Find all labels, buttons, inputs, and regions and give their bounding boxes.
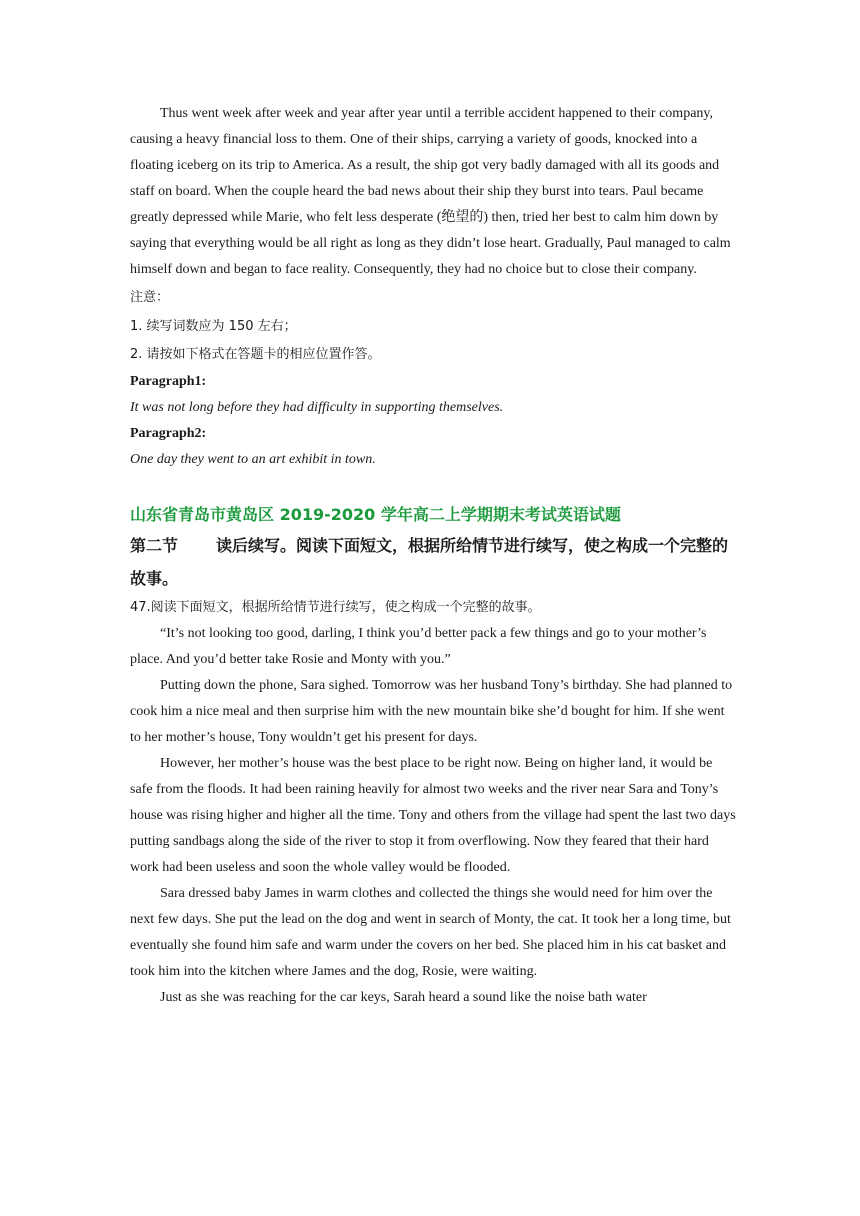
paragraph1-prompt: It was not long before they had difficulty in supporting themselves. bbox=[130, 400, 504, 415]
note-item-1: 1. 续写词数应为 150 左右； bbox=[130, 319, 297, 334]
notes-heading: 注意： bbox=[130, 290, 170, 305]
paragraph2-label: Paragraph2: bbox=[130, 426, 207, 441]
section-title bbox=[130, 529, 736, 595]
passage1-paragraph: Thus went week after week and year after year until a terrible accident happened to their company, causing a heavy financial loss to them. One of their ships, carrying a variety of goods, knocked into a floating iceberg on its trip to America. As a result, the ship got very badly damaged with all its goods and staff on board. When the couple heard the bad news about their ship they burst into tears. Paul became greatly depressed while Marie, who felt less desperate (绝望的) then, tried her best to calm him down by saying that everything would be all right as long as they didn’t lose heart. Gradually, Paul managed to calm himself down and began to face reality. Consequently, they had no choice but to close their company. bbox=[130, 106, 731, 277]
story-paragraph: Sara dressed baby James in warm clothes and collected the things she would need for him over the next few days. She put the lead on the dog and went in search of Monty, the cat. It took her a long time, but eventually she found him safe and warm under the covers on her bed. She placed him in his cat basket and took him into the kitchen where James and the dog, Rosie, were waiting. bbox=[130, 886, 731, 979]
section-number: 第二节 bbox=[130, 536, 179, 555]
note-item-2: 2. 请按如下格式在答题卡的相应位置作答。 bbox=[130, 347, 381, 362]
section-instructions: 读后续写。阅读下面短文，根据所给情节进行续写，使之构成一个完整的故事。 bbox=[130, 536, 729, 588]
exam-source-title: 山东省青岛市黄岛区 2019-2020 学年高二上学期期末考试英语试题 bbox=[130, 505, 621, 524]
story-paragraph: However, her mother’s house was the best place to be right now. Being on higher land, it would be safe from the floods. It had been raining heavily for almost two weeks and the river near Sara and Tony’s house was rising higher and higher all the time. Tony and others from the village had spent the last two days putting sandbags along the side of the river to stop it from overflowing. Now they feared that their hard work had been useless and soon the whole valley would be flooded. bbox=[130, 756, 736, 875]
paragraph1-label: Paragraph1: bbox=[130, 374, 207, 389]
section-spacer bbox=[130, 473, 736, 501]
document-content bbox=[130, 101, 736, 1011]
story-paragraph: Just as she was reaching for the car keys, Sarah heard a sound like the noise bath water bbox=[160, 990, 647, 1005]
story-paragraph: “It’s not looking too good, darling, I think you’d better pack a few things and go to your mother’s place. And you’d better take Rosie and Monty with you.” bbox=[130, 626, 707, 667]
story-paragraph: Putting down the phone, Sara sighed. Tomorrow was her husband Tony’s birthday. She had planned to cook him a nice meal and then surprise him with the new mountain bike she’d bought for him. If she went to her mother’s house, Tony wouldn’t get his present for days. bbox=[130, 678, 733, 745]
question-47: 47.阅读下面短文，根据所给情节进行续写，使之构成一个完整的故事。 bbox=[130, 600, 541, 615]
paragraph2-prompt: One day they went to an art exhibit in town. bbox=[130, 452, 376, 467]
